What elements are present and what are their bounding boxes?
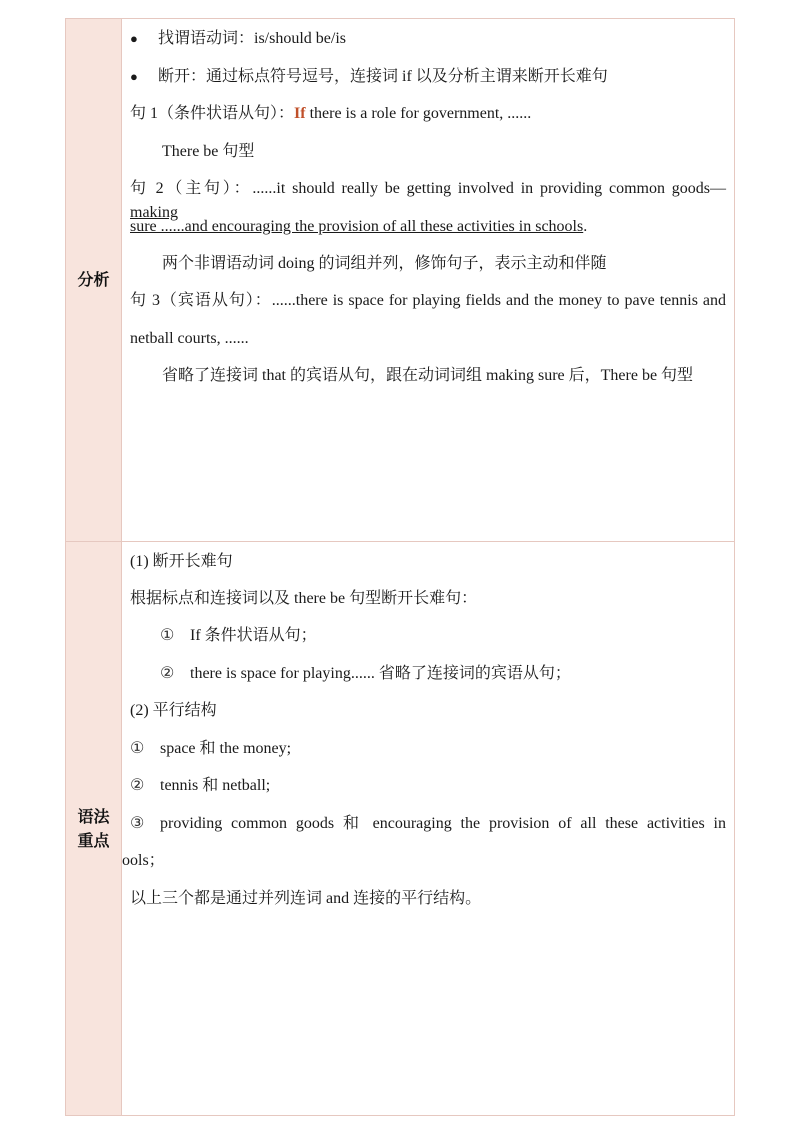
grammar-summary: 以上三个都是通过并列连词 and 连接的平行结构。 [130, 890, 482, 907]
grammar-heading-2: (2) 平行结构 [130, 702, 217, 719]
grammar-item-d2: ② tennis 和 netball; [130, 774, 726, 798]
circled-number: ① [130, 740, 145, 757]
circled-number: ② [160, 665, 175, 682]
grammar-item-c2: ② there is space for playing...... 省略了连接词的宾语从句； [130, 662, 726, 686]
circled-number: ② [130, 777, 145, 794]
sentence-3-note: 省略了连接词 that 的宾语从句，跟在动词词组 making sure 后，There be 句型 [162, 367, 694, 384]
grammar-item-d3: ③ providing common goods 和 encouraging the provision of all these activities in [130, 812, 726, 836]
label-cell-grammar [66, 542, 122, 1115]
sentence-1: 句 1（条件状语从句）：If there is a role for government, ...... [130, 105, 532, 122]
grammar-item-c1: ① If 条件状语从句； [130, 624, 726, 648]
sentence-1-note: There be 句型 [162, 143, 255, 160]
table-row-analysis [66, 19, 734, 542]
bullet-dot-icon: ● [130, 69, 138, 84]
sentence-2-line-1: 句 2（主句）：......it should really be getting involved in providing common goods—making [130, 180, 726, 221]
bullet-line-2: ● 断开：通过标点符号逗号，连接词 if 以及分析主谓来断开长难句 [130, 65, 726, 89]
highlight-if: If [294, 105, 306, 122]
sentence-3-line-2: netball courts, ...... [130, 330, 249, 347]
circled-number: ③ [130, 815, 145, 832]
content-cell-grammar [122, 542, 734, 1115]
grammar-item-d1: ① space 和 the money; [130, 737, 726, 761]
grammar-heading-1: (1) 断开长难句 [130, 553, 233, 570]
grammar-item-d3-continued: ools； [122, 852, 165, 869]
row-label-analysis: 分析 [77, 270, 110, 289]
row-label-grammar: 语法 重点 [77, 806, 110, 850]
analysis-table [65, 18, 735, 1116]
content-cell-analysis [122, 19, 734, 541]
table-row-grammar [66, 542, 734, 1115]
sentence-2-line-2: sure ......and encouraging the provision of all these activities in schools. [130, 218, 588, 235]
label-cell-analysis [66, 19, 122, 541]
sentence-2-note: 两个非谓语动词 doing 的词组并列，修饰句子，表示主动和伴随 [162, 255, 607, 272]
bullet-line-1: ● 找谓语动词：is/should be/is [130, 27, 726, 51]
grammar-para-1: 根据标点和连接词以及 there be 句型断开长难句： [130, 590, 478, 607]
sentence-3-line-1: 句 3（宾语从句）：......there is space for playing fields and the money to pave tennis and [130, 292, 726, 309]
bullet-dot-icon: ● [130, 31, 138, 46]
circled-number: ① [160, 627, 175, 644]
